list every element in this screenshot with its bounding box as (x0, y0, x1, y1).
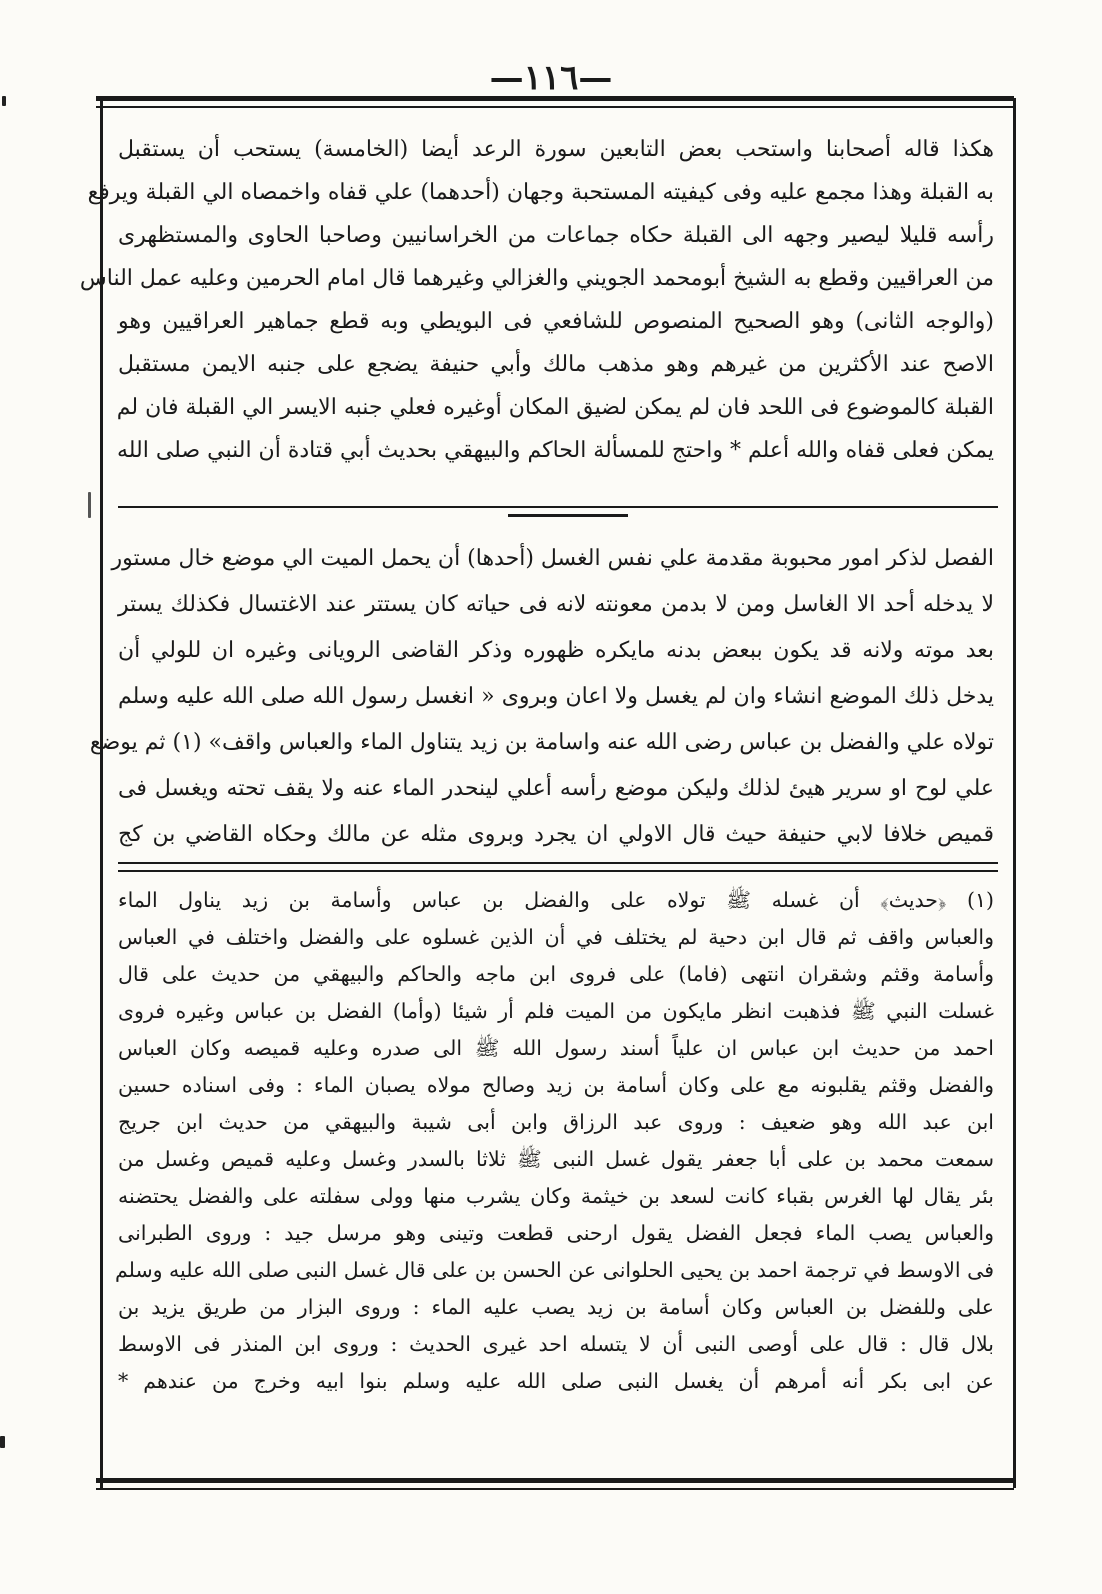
footnote-text (115, 882, 994, 1400)
footnote-line: ابن عبد الله وهو ضعيف : وروى عبد الرزاق وابن أبى شيبة والبيهقي من حديث ابن جريج (118, 1110, 994, 1134)
text-line: رأسه قليلا ليصير وجهه الى القبلة حكاه جماعات من الخراسانيين وصاحبا الحاوى والمستظهرى (118, 223, 994, 248)
footnote-line: والعباس واقف ثم قال ابن دحية لم يختلف في أن الذين غسلوه على والفضل واختلف في العباس (118, 925, 994, 949)
footnote-line: بلال قال : قال على أوصى النبى أن لا يتسله احد غيرى الحديث : وروى ابن المنذر فى الاوسط (118, 1332, 994, 1356)
text-line: يدخل ذلك الموضع انشاء وان لم يغسل ولا اعان وبروى « انغسل رسول الله صلى الله عليه وسلم (118, 684, 994, 709)
bottom-border-rule (96, 1478, 1014, 1490)
text-line: الفصل لذكر امور محبوبة مقدمة علي نفس الغسل (أحدها) أن يحمل الميت الي موضع خال مستور (111, 546, 994, 571)
text-line: من العراقيين وقطع به الشيخ أبومحمد الجويني والغزالي وغيرهما قال امام الحرمين وعليه عمل الناس (79, 266, 994, 291)
footnote-line: فى الاوسط في ترجمة احمد بن يحيى الحلوانى عن الحسن بن على قال غسل النبى صلى الله عليه وسلم (115, 1258, 994, 1282)
footnote-divider (118, 862, 998, 876)
scan-speck (0, 1436, 5, 1448)
text-line: يمكن فعلى قفاه والله أعلم * واحتج للمسألة الحاكم والبيهقي بحديث أبي قتادة أن النبي صلى الله (116, 438, 994, 463)
text-line: به القبلة وهذا مجمع عليه وفى كيفيته المستحبة وجهان (أحدهما) علي قفاه واخمصاه الي القبلة ويرفع (87, 180, 994, 205)
scan-speck (2, 96, 6, 106)
footnote-line: عن ابى بكر أنه أمرهم أن يغسل النبى صلى الله عليه وسلم بنوا ابيه وخرج من عندهم * (118, 1369, 994, 1393)
text-line: القبلة كالموضوع فى اللحد فان لم يمكن لضيق المكان أوغيره فعلي جنبه الايسر الي القبلة فان لم (116, 395, 994, 420)
text-line: بعد موته ولانه قد يكون ببعض بدنه مايكره ظهوره وذكر القاضى الرويانى وغيره ان للولي أن (118, 638, 994, 663)
text-line: تولاه علي والفضل بن عباس رضى الله عنه واسامة بن زيد يتناول الماء والعباس واقف» (١) ثم يوضع (89, 730, 994, 755)
footnote-line: بئر يقال لها الغرس بقباء كانت لسعد بن خيثمة وكان يشرب منها وولى سفلته على والفضل يحتضنه (118, 1184, 994, 1208)
main-text-upper (79, 128, 994, 472)
footnote-line: على وللفضل بن العباس وكان أسامة بن زيد يصب عليه الماء : وروى البزار من طريق يزيد بن (118, 1295, 994, 1319)
text-line: علي لوح او سرير هيئ لذلك وليكن موضع رأسه أعلي لينحدر الماء عنه ولا يقف تحته ويغسل فى (118, 776, 994, 801)
footnote-line: وأسامة وقثم وشقران انتهى (فاما) على فروى ابن ماجه والحاكم والبيهقي من حديث على قال (118, 962, 994, 986)
footnote-line: (١) ﴿حديث﴾ أن غسله ﷺ تولاه على والفضل بن عباس وأسامة بن زيد يناول الماء (118, 888, 994, 912)
text-line: هكذا قاله أصحابنا واستحب بعض التابعين سورة الرعد أيضا (الخامسة) يستحب أن يستقبل (118, 137, 994, 162)
scan-speck (88, 492, 91, 518)
section-divider (118, 506, 998, 518)
footnote-line: سمعت محمد بن على أبا جعفر يقول غسل النبى ﷺ ثلاثا بالسدر وغسل وعليه قميص وغسل من (118, 1147, 994, 1171)
footnote-line: غسلت النبي ﷺ فذهبت انظر مايكون من الميت فلم أر شيئا (وأما) الفضل بن عباس وغيره فروى (118, 999, 994, 1023)
footnote-line: والفضل وقثم يقلبونه مع على وكان أسامة بن زيد وصالح مولاه يصبان الماء : وفى اسناده حسين (118, 1073, 994, 1097)
page-number: —١١٦— (489, 58, 613, 98)
footnote-line: والعباس يصب الماء فجعل الفضل يقول ارحنى قطعت وتينى وهو مرسل جيد : وروى الطبرانى (118, 1221, 994, 1245)
text-line: قميص خلافا لابي حنيفة حيث قال الاولي ان يجرد وبروى مثله عن مالك وحكاه القاضي بن كج (118, 822, 994, 847)
main-text-lower (89, 536, 994, 858)
footnote-line: احمد من حديث ابن عباس ان علياً أسند رسول الله ﷺ الى صدره وعليه قميصه وكان العباس (118, 1036, 994, 1060)
text-line: لا يدخله أحد الا الغاسل ومن لا بدمن معونته لانه فى حياته كان يستتر عند الاغتسال فكذلك يستر (118, 592, 994, 617)
text-line: (والوجه الثانى) وهو الصحيح المنصوص للشافعي فى البويطي وبه قطع جماهير العراقيين وهو (118, 309, 994, 334)
text-line: الاصح عند الأكثرين من غيرهم وهو مذهب مالك وأبي حنيفة يضجع على جنبه الايمن مستقبل (118, 352, 994, 377)
